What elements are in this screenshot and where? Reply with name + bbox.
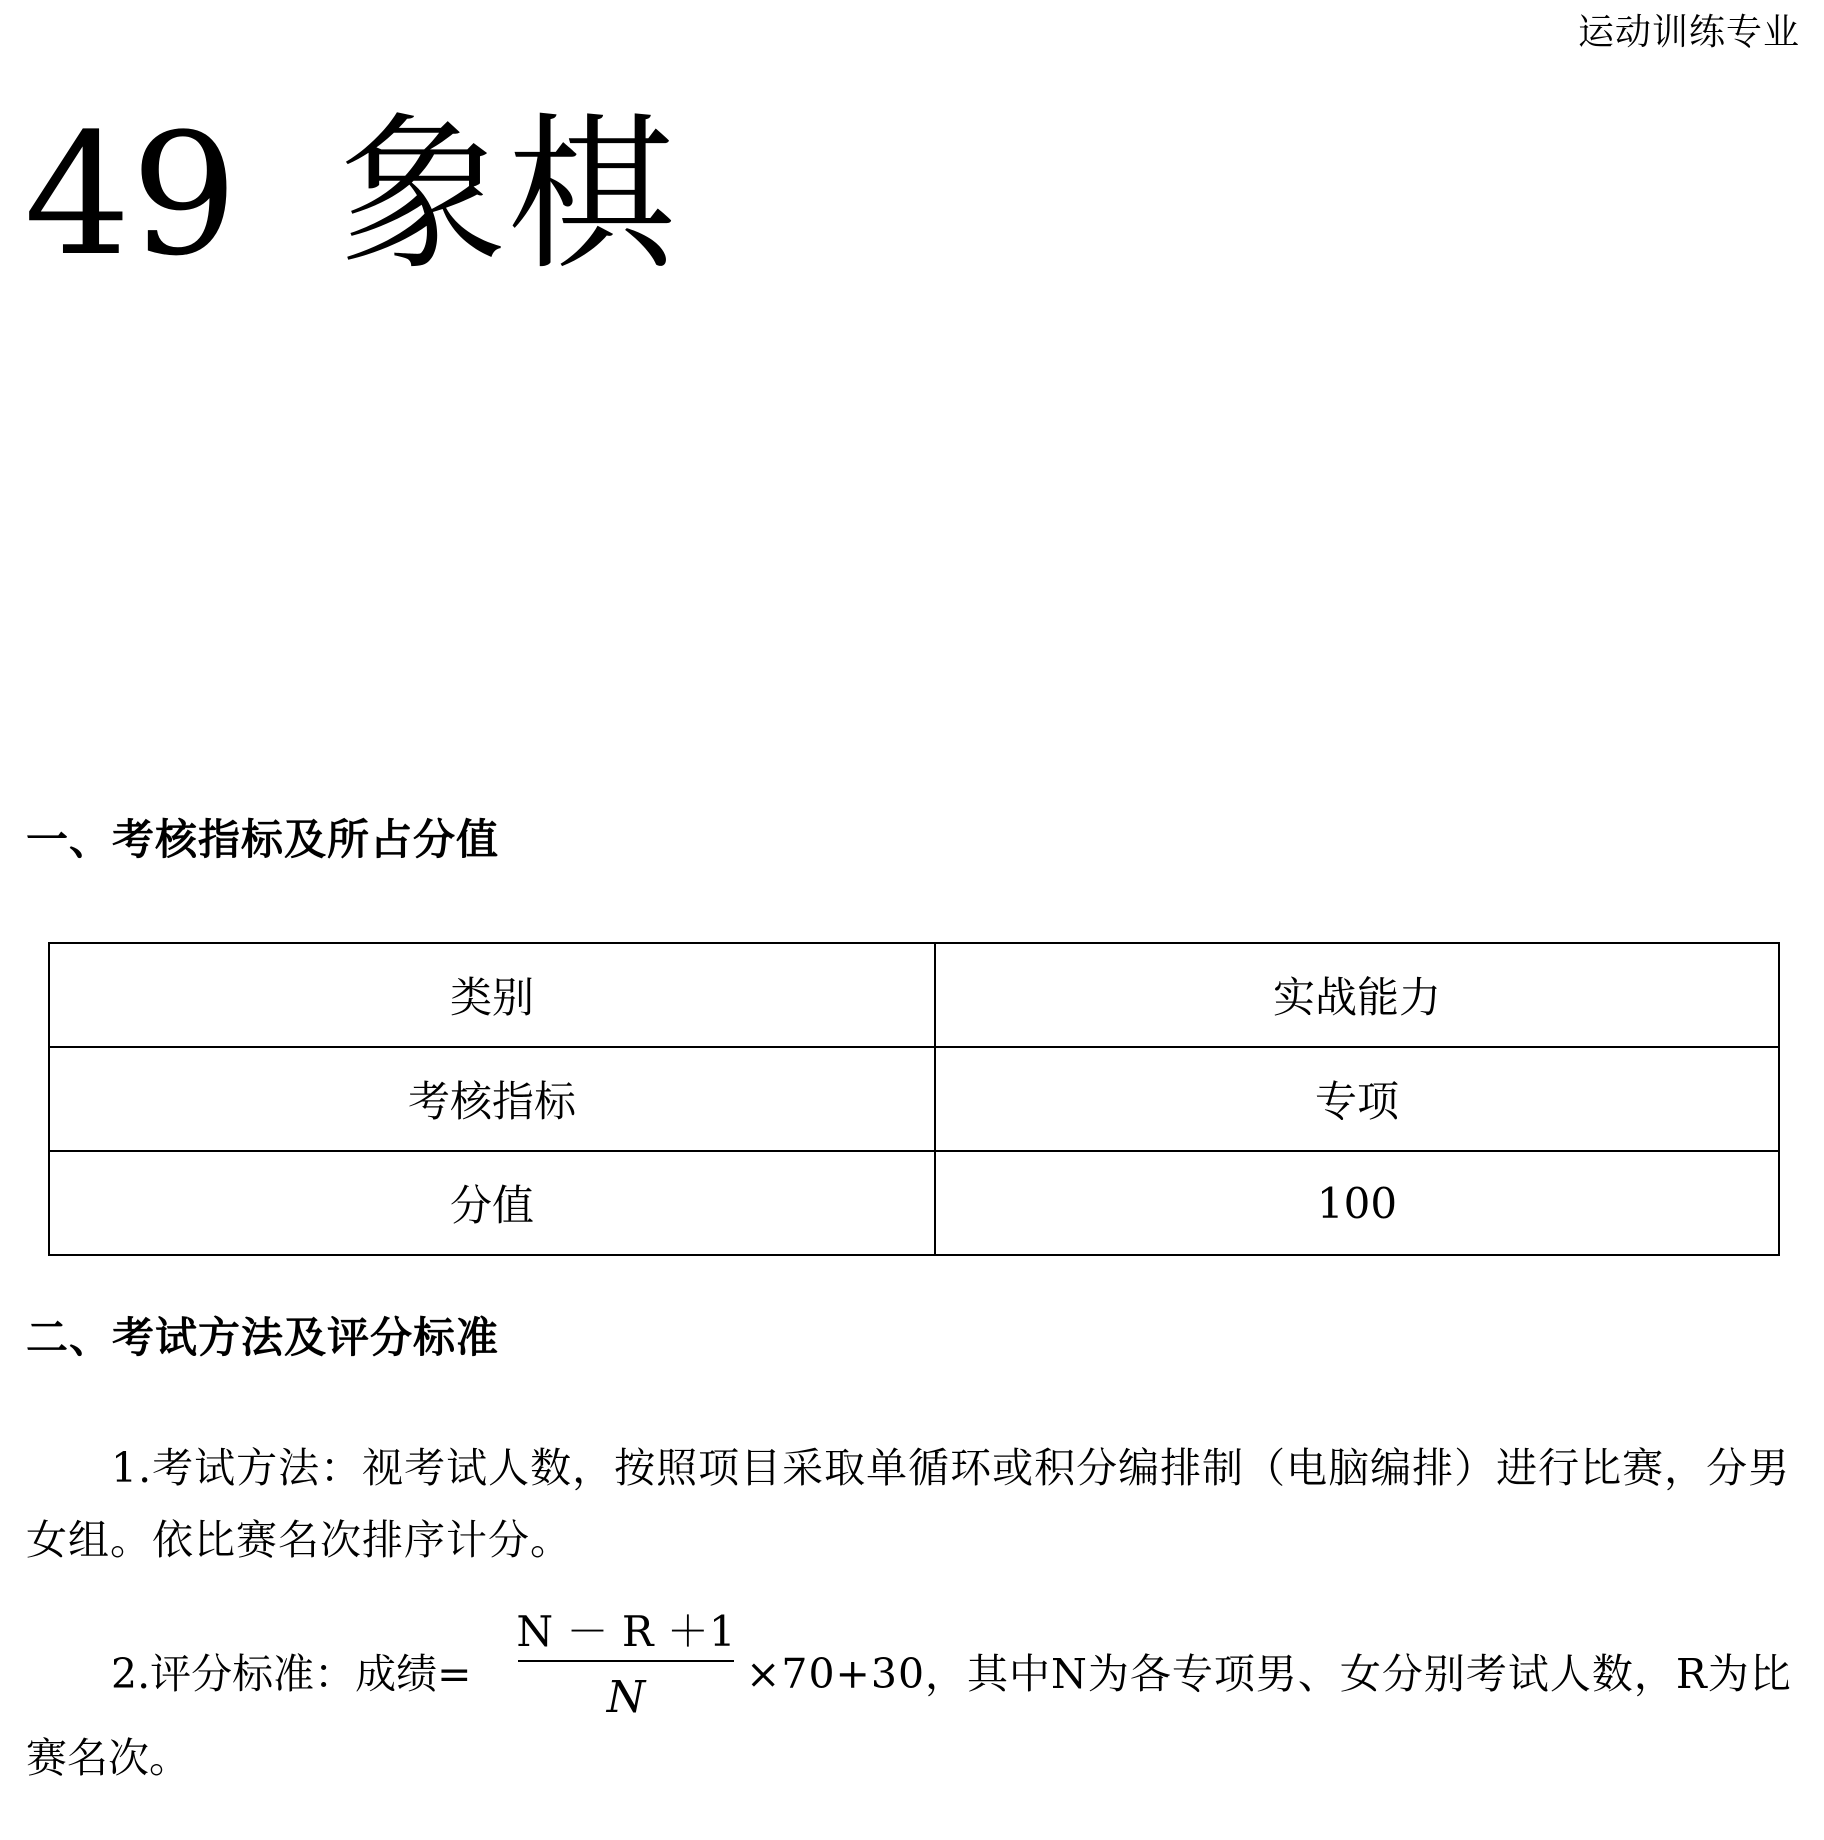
table-cell: 100 [935, 1151, 1779, 1255]
table-cell: 实战能力 [935, 943, 1779, 1047]
scoring-prefix: 2.评分标准：成绩= [111, 1650, 472, 1698]
table-cell: 类别 [49, 943, 935, 1047]
chapter-number: 49 [24, 97, 238, 293]
table-row [49, 943, 1779, 1047]
formula-numerator: N － R ＋1 [516, 1607, 736, 1656]
exam-method-paragraph: 1.考试方法：视考试人数，按照项目采取单循环或积分编排制（电脑编排）进行比赛，分男女组。依比赛名次排序计分。 [26, 1444, 1791, 1564]
header-category: 运动训练专业 [1577, 12, 1800, 53]
score-table [48, 942, 1780, 1256]
chapter-title [24, 97, 675, 293]
table-cell: 专项 [935, 1047, 1779, 1151]
section-heading-method: 二、考试方法及评分标准 [26, 1313, 500, 1362]
score-formula-fraction [516, 1607, 736, 1730]
scoring-suffix: ×70+30，其中N为各专项男、女分别考试人数，R为比 [746, 1650, 1792, 1698]
table-row [49, 1151, 1779, 1255]
chapter-name: 象棋 [339, 97, 675, 293]
table-cell: 分值 [49, 1151, 935, 1255]
table-cell: 考核指标 [49, 1047, 935, 1151]
table-row [49, 1047, 1779, 1151]
formula-denominator: N [606, 1672, 646, 1723]
scoring-continuation: 赛名次。 [26, 1734, 190, 1782]
section-heading-indicators: 一、考核指标及所占分值 [26, 815, 500, 864]
